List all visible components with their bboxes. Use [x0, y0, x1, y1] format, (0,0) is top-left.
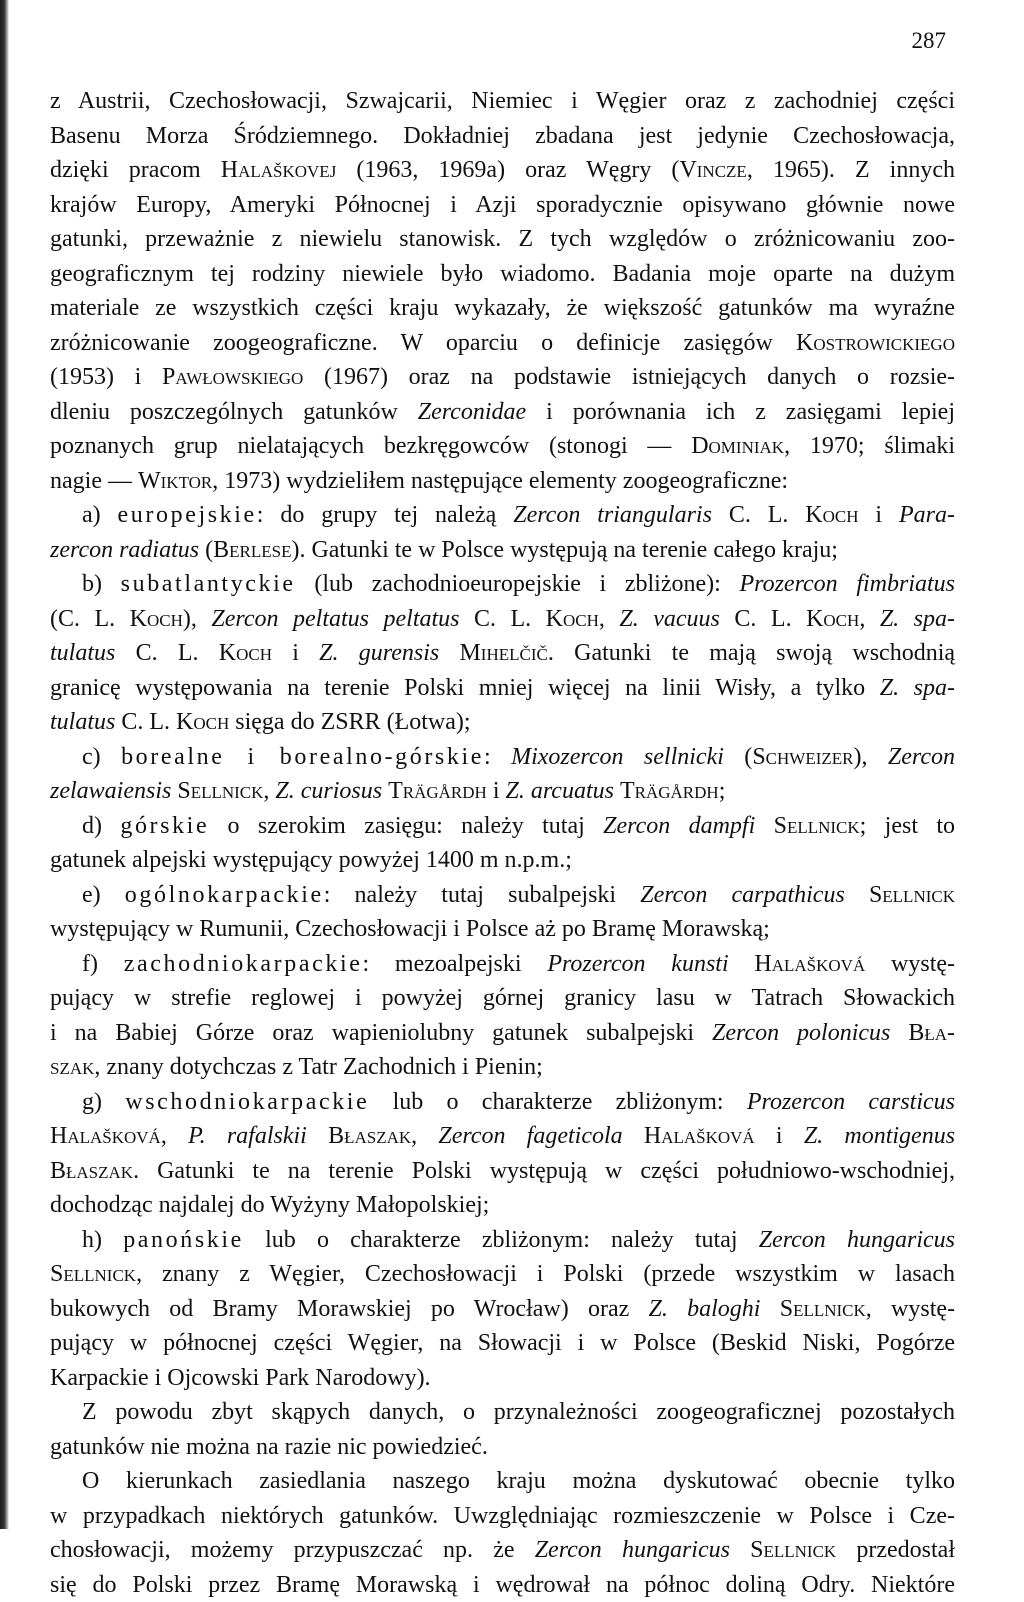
text-run: chosłowacji, możemy przypuszczać np. że — [50, 1537, 535, 1563]
author-name: Błaszak — [328, 1123, 411, 1149]
italic-taxon-name: Prozercon carsticus — [747, 1089, 955, 1115]
text-run: się do Polski przez Bramę Morawską i wędrował na północ doliną Odry. Niektóre — [50, 1572, 955, 1598]
text-run: b) — [82, 571, 121, 597]
text-run: z Austrii, Czechosłowacji, Szwajcarii, Niemiec i Węgier oraz z zachodniej części — [50, 88, 955, 114]
text-run: : do grupy tej należą — [257, 502, 513, 528]
text-run — [760, 1296, 779, 1322]
author-name: Halašková — [754, 951, 865, 977]
author-name: Mihelčič — [459, 640, 547, 666]
author-name: szak — [50, 1054, 94, 1080]
italic-taxon-name: Zercon carpathicus — [640, 882, 845, 908]
text-line — [50, 636, 955, 671]
page-number: 287 — [912, 28, 947, 54]
text-run: i — [272, 640, 319, 666]
text-run: , 1965). Z innych — [747, 157, 955, 183]
text-line — [50, 533, 955, 568]
text-line — [50, 1119, 955, 1154]
author-name: Kostrowickiego — [796, 330, 955, 356]
text-run — [307, 1123, 328, 1149]
italic-taxon-name: zelawaiensis — [50, 778, 171, 804]
text-line — [50, 843, 955, 878]
text-run: : — [484, 744, 511, 770]
text-line — [50, 498, 955, 533]
text-line — [50, 602, 955, 637]
text-line — [50, 429, 955, 464]
text-run — [755, 813, 773, 839]
italic-taxon-name: Z. vacuus — [619, 606, 720, 632]
text-line — [50, 1395, 955, 1430]
italic-taxon-name: Prozercon fimbriatus — [739, 571, 955, 597]
text-line — [50, 1430, 955, 1465]
text-line — [50, 1292, 955, 1327]
text-run: geograficznym tej rodziny niewiele było wiadomo. Badania moje oparte na dużym — [50, 261, 955, 287]
italic-taxon-name: zercon radiatus — [50, 537, 199, 563]
text-run: c) — [82, 744, 121, 770]
text-run: . Gatunki te na terenie Polski występują w części południowo-wschodniej, — [133, 1158, 955, 1184]
text-run: , 1970; ślimaki — [784, 433, 955, 459]
author-name: Berlese — [213, 537, 291, 563]
text-run: nagie — — [50, 468, 138, 494]
text-run: w przypadkach niektórych gatunków. Uwzględniając rozmieszczenie w Polsce i Cze- — [50, 1503, 955, 1529]
element-category: górskie — [120, 813, 209, 839]
author-name: Vincze — [679, 157, 746, 183]
text-run: ( — [724, 744, 752, 770]
text-line — [50, 671, 955, 706]
text-run: , — [411, 1123, 438, 1149]
text-run: h) — [82, 1227, 123, 1253]
text-run: (1963, 1969a) oraz Węgry ( — [336, 157, 679, 183]
text-run: a) — [82, 502, 118, 528]
text-line — [50, 1188, 955, 1223]
italic-taxon-name: tulatus — [50, 640, 115, 666]
text-run: krajów Europy, Ameryki Północnej i Azji sporadycznie opisywano głównie nowe — [50, 192, 955, 218]
text-line — [50, 1499, 955, 1534]
italic-taxon-name: P. rafalskii — [188, 1123, 307, 1149]
text-run: C. L. — [720, 606, 806, 632]
text-run: występujący w Rumunii, Czechosłowacji i Polsce aż po Bramę Morawską; — [50, 916, 770, 942]
text-line — [50, 981, 955, 1016]
text-run — [890, 1020, 908, 1046]
text-run: materiale ze wszystkich części kraju wykazały, że większość gatunków ma wyraźne — [50, 295, 955, 321]
author-name: Trägårdh — [388, 778, 487, 804]
text-run: zróżnicowanie zoogeograficzne. W oparciu o definicje zasięgów — [50, 330, 796, 356]
italic-taxon-name: Zercon peltatus peltatus — [211, 606, 459, 632]
author-name: Pawłowskiego — [162, 364, 303, 390]
author-name: Schweizer — [752, 744, 853, 770]
italic-taxon-name: Zercon fageticola — [438, 1123, 622, 1149]
author-name: Błaszak — [50, 1158, 133, 1184]
text-run: : należy tutaj subalpejski — [324, 882, 641, 908]
text-line — [50, 567, 955, 602]
text-run: Karpackie i Ojcowski Park Narodowy). — [50, 1365, 431, 1391]
text-run: granicę występowania na terenie Polski mniej więcej na linii Wisły, a tylko — [50, 675, 880, 701]
binding-shadow — [0, 0, 9, 1529]
text-line — [50, 188, 955, 223]
author-name: Sellnick — [780, 1296, 866, 1322]
text-run: ), — [853, 744, 887, 770]
text-line — [50, 1154, 955, 1189]
text-line — [50, 947, 955, 982]
author-name: Sellnick — [869, 882, 955, 908]
text-run: dzięki pracom — [50, 157, 221, 183]
text-run: o szerokim zasięgu: należy tutaj — [209, 813, 603, 839]
text-run: ( — [199, 537, 213, 563]
text-run: , — [859, 606, 880, 632]
text-run: gatunków nie można na razie nic powiedzieć. — [50, 1434, 488, 1460]
text-line — [50, 84, 955, 119]
text-run — [623, 1123, 644, 1149]
text-run: g) — [82, 1089, 125, 1115]
italic-taxon-name: Z. arcuatus — [506, 778, 614, 804]
text-run: i — [755, 1123, 804, 1149]
text-line — [50, 705, 955, 740]
text-run: , — [599, 606, 620, 632]
element-category: ogólnokarpackie — [125, 882, 324, 908]
text-run: Basenu Morza Śródziemnego. Dokładniej zbadana jest jedynie Czechosłowacja, — [50, 123, 955, 149]
text-run: f) — [82, 951, 124, 977]
text-run: : mezoalpejski — [362, 951, 547, 977]
text-run: i — [487, 778, 506, 804]
text-run: ; jest to — [860, 813, 955, 839]
italic-taxon-name: Z. curiosus — [275, 778, 382, 804]
italic-taxon-name: Zercon triangularis — [513, 502, 712, 528]
text-run: dochodząc najdalej do Wyżyny Małopolskiej; — [50, 1192, 489, 1218]
text-run: gatunek alpejski występujący powyżej 1400 m n.p.m.; — [50, 847, 572, 873]
text-run: . Gatunki te mają swoją wschodnią — [548, 640, 955, 666]
element-category: europejskie — [118, 502, 257, 528]
element-category: zachodniokarpackie — [124, 951, 363, 977]
text-run: dleniu poszczególnych gatunków — [50, 399, 418, 425]
text-run: C. L. — [115, 709, 176, 735]
text-line — [50, 222, 955, 257]
italic-taxon-name: Z. spa- — [880, 675, 955, 701]
author-name: Sellnick — [50, 1261, 136, 1287]
body-text — [50, 84, 955, 1602]
text-run: i na Babiej Górze oraz wapieniolubny gatunek subalpejski — [50, 1020, 712, 1046]
element-category: borealne i borealno-górskie — [121, 744, 484, 770]
italic-taxon-name: Zercon polonicus — [712, 1020, 890, 1046]
author-name: Koch — [176, 709, 229, 735]
text-line — [50, 878, 955, 913]
text-run: (1953) i — [50, 364, 162, 390]
text-run: wystę- — [865, 951, 955, 977]
italic-taxon-name: Para- — [899, 502, 955, 528]
text-run: (C. L. — [50, 606, 130, 632]
text-line — [50, 1085, 955, 1120]
author-name: Sellnick — [750, 1537, 836, 1563]
text-run: bukowych od Bramy Morawskiej po Wrocław) oraz — [50, 1296, 649, 1322]
text-line — [50, 774, 955, 809]
text-run: O kierunkach zasiedlania naszego kraju można dyskutować obecnie tylko — [82, 1468, 955, 1494]
text-line — [50, 1326, 955, 1361]
text-run: , znany dotychczas z Tatr Zachodnich i Pienin; — [94, 1054, 542, 1080]
italic-taxon-name: Prozercon kunsti — [547, 951, 728, 977]
author-name: Sellnick — [774, 813, 860, 839]
italic-taxon-name: Z. baloghi — [649, 1296, 761, 1322]
element-category: wschodniokarpackie — [125, 1089, 369, 1115]
text-line — [50, 809, 955, 844]
author-name: Sellnick — [177, 778, 263, 804]
italic-taxon-name: Zercon dampfi — [603, 813, 755, 839]
text-run — [845, 882, 869, 908]
text-line — [50, 1464, 955, 1499]
text-run: ), — [183, 606, 212, 632]
text-run: (lub zachodnioeuropejskie i zbliżone): — [296, 571, 740, 597]
text-run: , znany z Węgier, Czechosłowacji i Polski (przede wszystkim w lasach — [136, 1261, 955, 1287]
text-line — [50, 360, 955, 395]
text-line — [50, 119, 955, 154]
text-run: lub o charakterze zbliżonym: należy tutaj — [244, 1227, 759, 1253]
italic-taxon-name: Z. spa- — [880, 606, 955, 632]
author-name: Koch — [219, 640, 272, 666]
text-run — [730, 1537, 750, 1563]
text-line — [50, 395, 955, 430]
text-run: gatunki, przeważnie z niewielu stanowisk. Z tych względów o zróżnicowaniu zoo- — [50, 226, 955, 252]
text-run: , — [161, 1123, 188, 1149]
text-run: ; — [719, 778, 726, 804]
author-name: Koch — [806, 606, 859, 632]
author-name: Halašková — [644, 1123, 755, 1149]
text-line — [50, 1016, 955, 1051]
text-run: poznanych grup nielatających bezkręgowców (stonogi — — [50, 433, 691, 459]
text-line — [50, 1533, 955, 1568]
author-name: Halašková — [50, 1123, 161, 1149]
text-line — [50, 1361, 955, 1396]
author-name: Koch — [130, 606, 183, 632]
italic-taxon-name: Z. montigenus — [804, 1123, 955, 1149]
italic-taxon-name: tulatus — [50, 709, 115, 735]
text-line — [50, 1223, 955, 1258]
author-name: Wiktor — [138, 468, 212, 494]
text-run: , wystę- — [866, 1296, 955, 1322]
text-line — [50, 464, 955, 499]
element-category: subatlantyckie — [121, 571, 296, 597]
text-line — [50, 326, 955, 361]
text-run: C. L. — [115, 640, 218, 666]
text-run — [439, 640, 459, 666]
text-run: i — [859, 502, 899, 528]
text-line — [50, 1568, 955, 1602]
element-category: panońskie — [123, 1227, 244, 1253]
text-run: C. L. — [460, 606, 546, 632]
text-line — [50, 153, 955, 188]
text-run: pujący w strefie reglowej i powyżej górnej granicy lasu w Tatrach Słowackich — [50, 985, 955, 1011]
text-line — [50, 1050, 955, 1085]
italic-taxon-name: Z. gurensis — [319, 640, 439, 666]
text-run: przedostał — [836, 1537, 955, 1563]
author-name: Dominiak — [691, 433, 784, 459]
text-run: e) — [82, 882, 125, 908]
text-line — [50, 1257, 955, 1292]
italic-taxon-name: Zercon hungaricus — [535, 1537, 730, 1563]
text-line — [50, 257, 955, 292]
text-run: Z powodu zbyt skąpych danych, o przynależności zoogeograficznej pozostałych — [82, 1399, 955, 1425]
italic-taxon-name: Zercon hungaricus — [759, 1227, 955, 1253]
text-run: , — [263, 778, 275, 804]
author-name: Bła- — [908, 1020, 955, 1046]
author-name: Koch — [546, 606, 599, 632]
text-run: C. L. — [712, 502, 805, 528]
text-line — [50, 912, 955, 947]
text-run: sięga do ZSRR (Łotwa); — [229, 709, 470, 735]
text-run: d) — [82, 813, 120, 839]
text-run: i porównania ich z zasięgami lepiej — [526, 399, 955, 425]
author-name: Halaškovej — [221, 157, 337, 183]
text-run: (1967) oraz na podstawie istniejących danych o rozsie- — [303, 364, 955, 390]
text-run: ). Gatunki te w Polsce występują na terenie całego kraju; — [291, 537, 837, 563]
text-line — [50, 291, 955, 326]
italic-taxon-name: Zercon — [888, 744, 955, 770]
text-run: , 1973) wydzieliłem następujące elementy zoogeograficzne: — [212, 468, 788, 494]
text-run: lub o charakterze zbliżonym: — [369, 1089, 747, 1115]
text-run — [729, 951, 755, 977]
italic-taxon-name: Mixozercon sellnicki — [511, 744, 724, 770]
author-name: Trägårdh — [620, 778, 719, 804]
author-name: Koch — [805, 502, 858, 528]
text-run: pujący w północnej części Węgier, na Słowacji i w Polsce (Beskid Niski, Pogórze — [50, 1330, 955, 1356]
text-line — [50, 740, 955, 775]
italic-taxon-name: Zerconidae — [418, 399, 526, 425]
